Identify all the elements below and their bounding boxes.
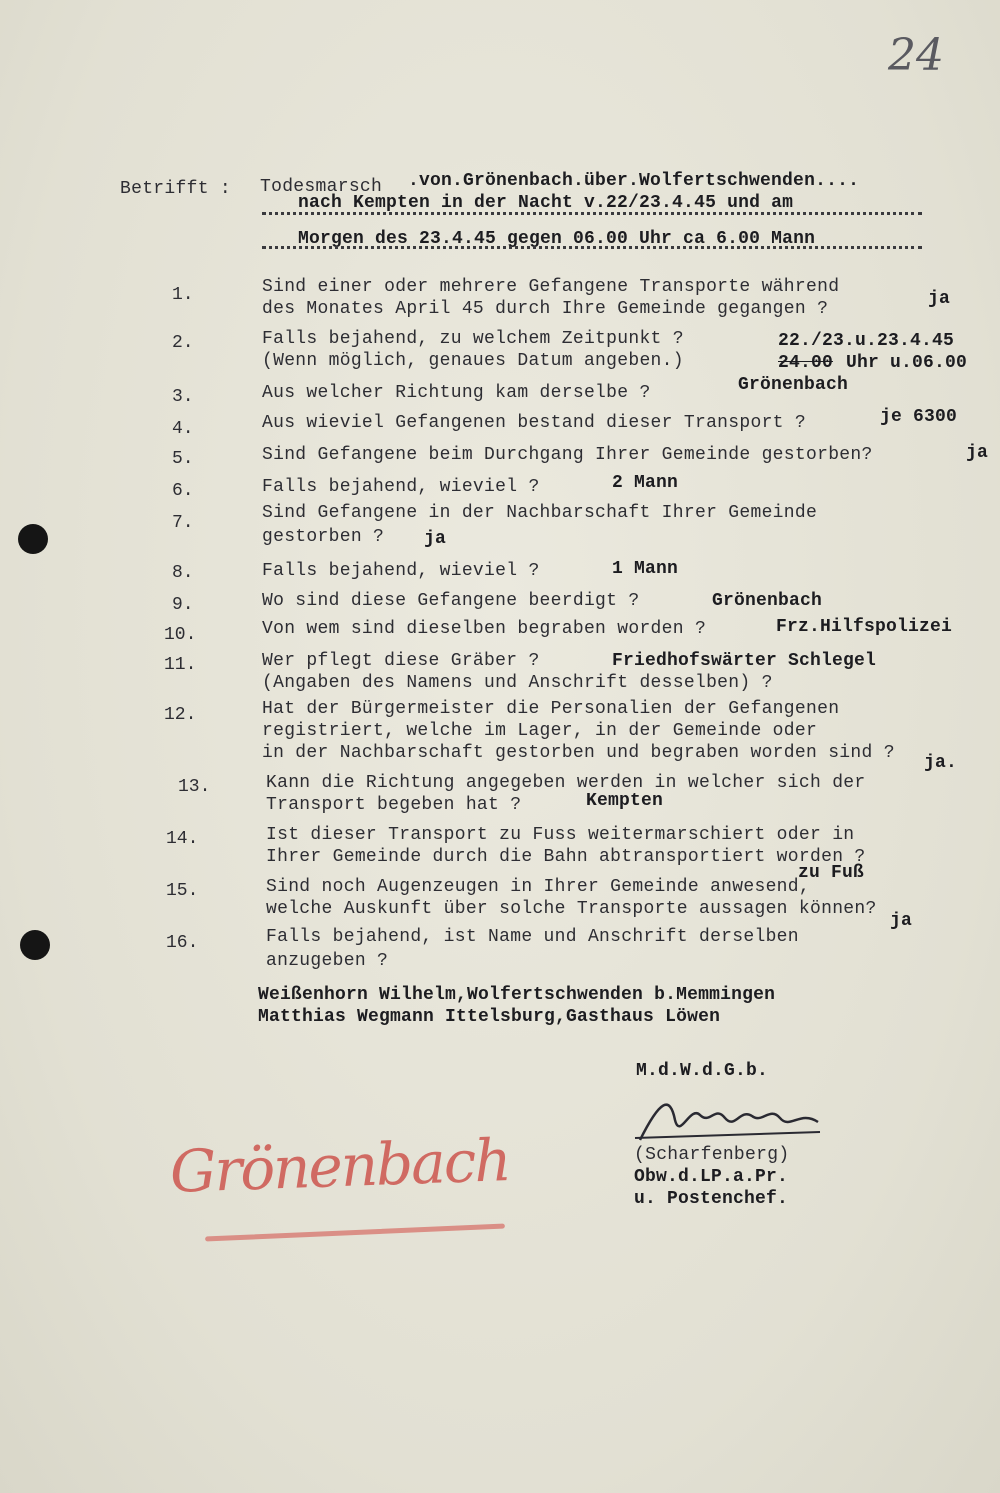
answer: 1 Mann [612, 559, 679, 579]
closing-rank: Obw.d.LP.a.Pr. [634, 1167, 789, 1187]
question-number: 14. [166, 829, 199, 849]
subject-label: Betrifft : [120, 179, 232, 199]
question-text: in der Nachbarschaft gestorben und begraben worden sind ? [262, 743, 895, 763]
question-text: Transport begeben hat ? [266, 795, 522, 815]
question-text: Sind Gefangene beim Durchgang Ihrer Gemeinde gestorben? [262, 445, 873, 465]
question-text: (Angaben des Namens und Anschrift desselben) ? [262, 673, 773, 693]
question-text: Ihrer Gemeinde durch die Bahn abtransportiert worden ? [266, 847, 866, 867]
answer: ja [424, 529, 447, 549]
question-text: Von wem sind dieselben begraben worden ? [262, 619, 707, 639]
closing-role: u. Postenchef. [634, 1189, 789, 1209]
answer: Grönenbach [712, 591, 823, 611]
answer: ja [890, 911, 913, 931]
answer-struck: 24.00 [778, 353, 834, 373]
answer: 2 Mann [612, 473, 679, 493]
answer: Frz.Hilfspolizei [776, 617, 953, 637]
answer: zu Fuß [798, 863, 865, 883]
answer: Uhr u.06.00 [846, 353, 968, 373]
question-text: welche Auskunft über solche Transporte aussagen können? [266, 899, 877, 919]
punch-hole [18, 524, 48, 554]
question-number: 16. [166, 933, 199, 953]
question-text: Sind Gefangene in der Nachbarschaft Ihrer Gemeinde [262, 503, 818, 523]
question-number: 2. [172, 333, 194, 353]
question-number: 10. [164, 625, 197, 645]
question-text: Sind einer oder mehrere Gefangene Transporte während [262, 277, 840, 297]
question-text: anzugeben ? [266, 951, 389, 971]
subject-line-3: Morgen des 23.4.45 gegen 06.00 Uhr ca 6.00 Mann [298, 229, 816, 249]
question-number: 7. [172, 513, 194, 533]
closing-name: (Scharfenberg) [634, 1145, 790, 1165]
page-number: 24 [888, 30, 944, 81]
question-text: Wer pflegt diese Gräber ? [262, 651, 540, 671]
question-number: 11. [164, 655, 197, 675]
question-number: 13. [178, 777, 211, 797]
question-text: des Monates April 45 durch Ihre Gemeinde gegangen ? [262, 299, 829, 319]
subject-prefix: Todesmarsch [260, 177, 383, 197]
question-number: 6. [172, 481, 194, 501]
question-text: Falls bejahend, wieviel ? [262, 477, 540, 497]
question-number: 3. [172, 387, 194, 407]
witness-line: Matthias Wegmann Ittelsburg,Gasthaus Löwen [258, 1007, 721, 1027]
subject-line-1: .von.Grönenbach.über.Wolfertschwenden.... [408, 171, 860, 191]
answer: ja [966, 443, 989, 463]
question-number: 12. [164, 705, 197, 725]
question-text: (Wenn möglich, genaues Datum angeben.) [262, 351, 684, 371]
question-number: 1. [172, 285, 194, 305]
dotted-rule [262, 246, 922, 249]
question-text: Aus wieviel Gefangenen bestand dieser Transport ? [262, 413, 806, 433]
question-text: Aus welcher Richtung kam derselbe ? [262, 383, 651, 403]
answer: Grönenbach [738, 375, 849, 395]
red-underline [205, 1223, 505, 1241]
question-number: 8. [172, 563, 194, 583]
question-text: Falls bejahend, ist Name und Anschrift derselben [266, 927, 799, 947]
punch-hole [20, 930, 50, 960]
answer: 22./23.u.23.4.45 [778, 331, 955, 351]
question-text: registriert, welche im Lager, in der Gemeinde oder [262, 721, 818, 741]
subject-line-2: nach Kempten in der Nacht v.22/23.4.45 und am [298, 193, 794, 213]
question-text: Sind noch Augenzeugen in Ihrer Gemeinde anwesend, [266, 877, 810, 897]
answer: Friedhofswärter Schlegel [612, 651, 877, 671]
answer: je 6300 [880, 407, 958, 427]
question-text: Falls bejahend, zu welchem Zeitpunkt ? [262, 329, 684, 349]
answer: ja. [924, 753, 958, 773]
signature [630, 1090, 830, 1150]
question-number: 4. [172, 419, 194, 439]
answer: Kempten [586, 791, 664, 811]
question-text: Wo sind diese Gefangene beerdigt ? [262, 591, 640, 611]
red-annotation: Grönenbach [168, 1126, 511, 1206]
question-number: 15. [166, 881, 199, 901]
question-text: gestorben ? [262, 527, 385, 547]
question-number: 9. [172, 595, 194, 615]
closing-abbrev: M.d.W.d.G.b. [636, 1061, 769, 1081]
answer: ja [928, 289, 951, 309]
question-text: Kann die Richtung angegeben werden in welcher sich der [266, 773, 866, 793]
question-number: 5. [172, 449, 194, 469]
question-text: Falls bejahend, wieviel ? [262, 561, 540, 581]
dotted-rule [262, 212, 922, 215]
witness-line: Weißenhorn Wilhelm,Wolfertschwenden b.Memmingen [258, 985, 776, 1005]
question-text: Hat der Bürgermeister die Personalien der Gefangenen [262, 699, 840, 719]
question-text: Ist dieser Transport zu Fuss weitermarschiert oder in [266, 825, 855, 845]
